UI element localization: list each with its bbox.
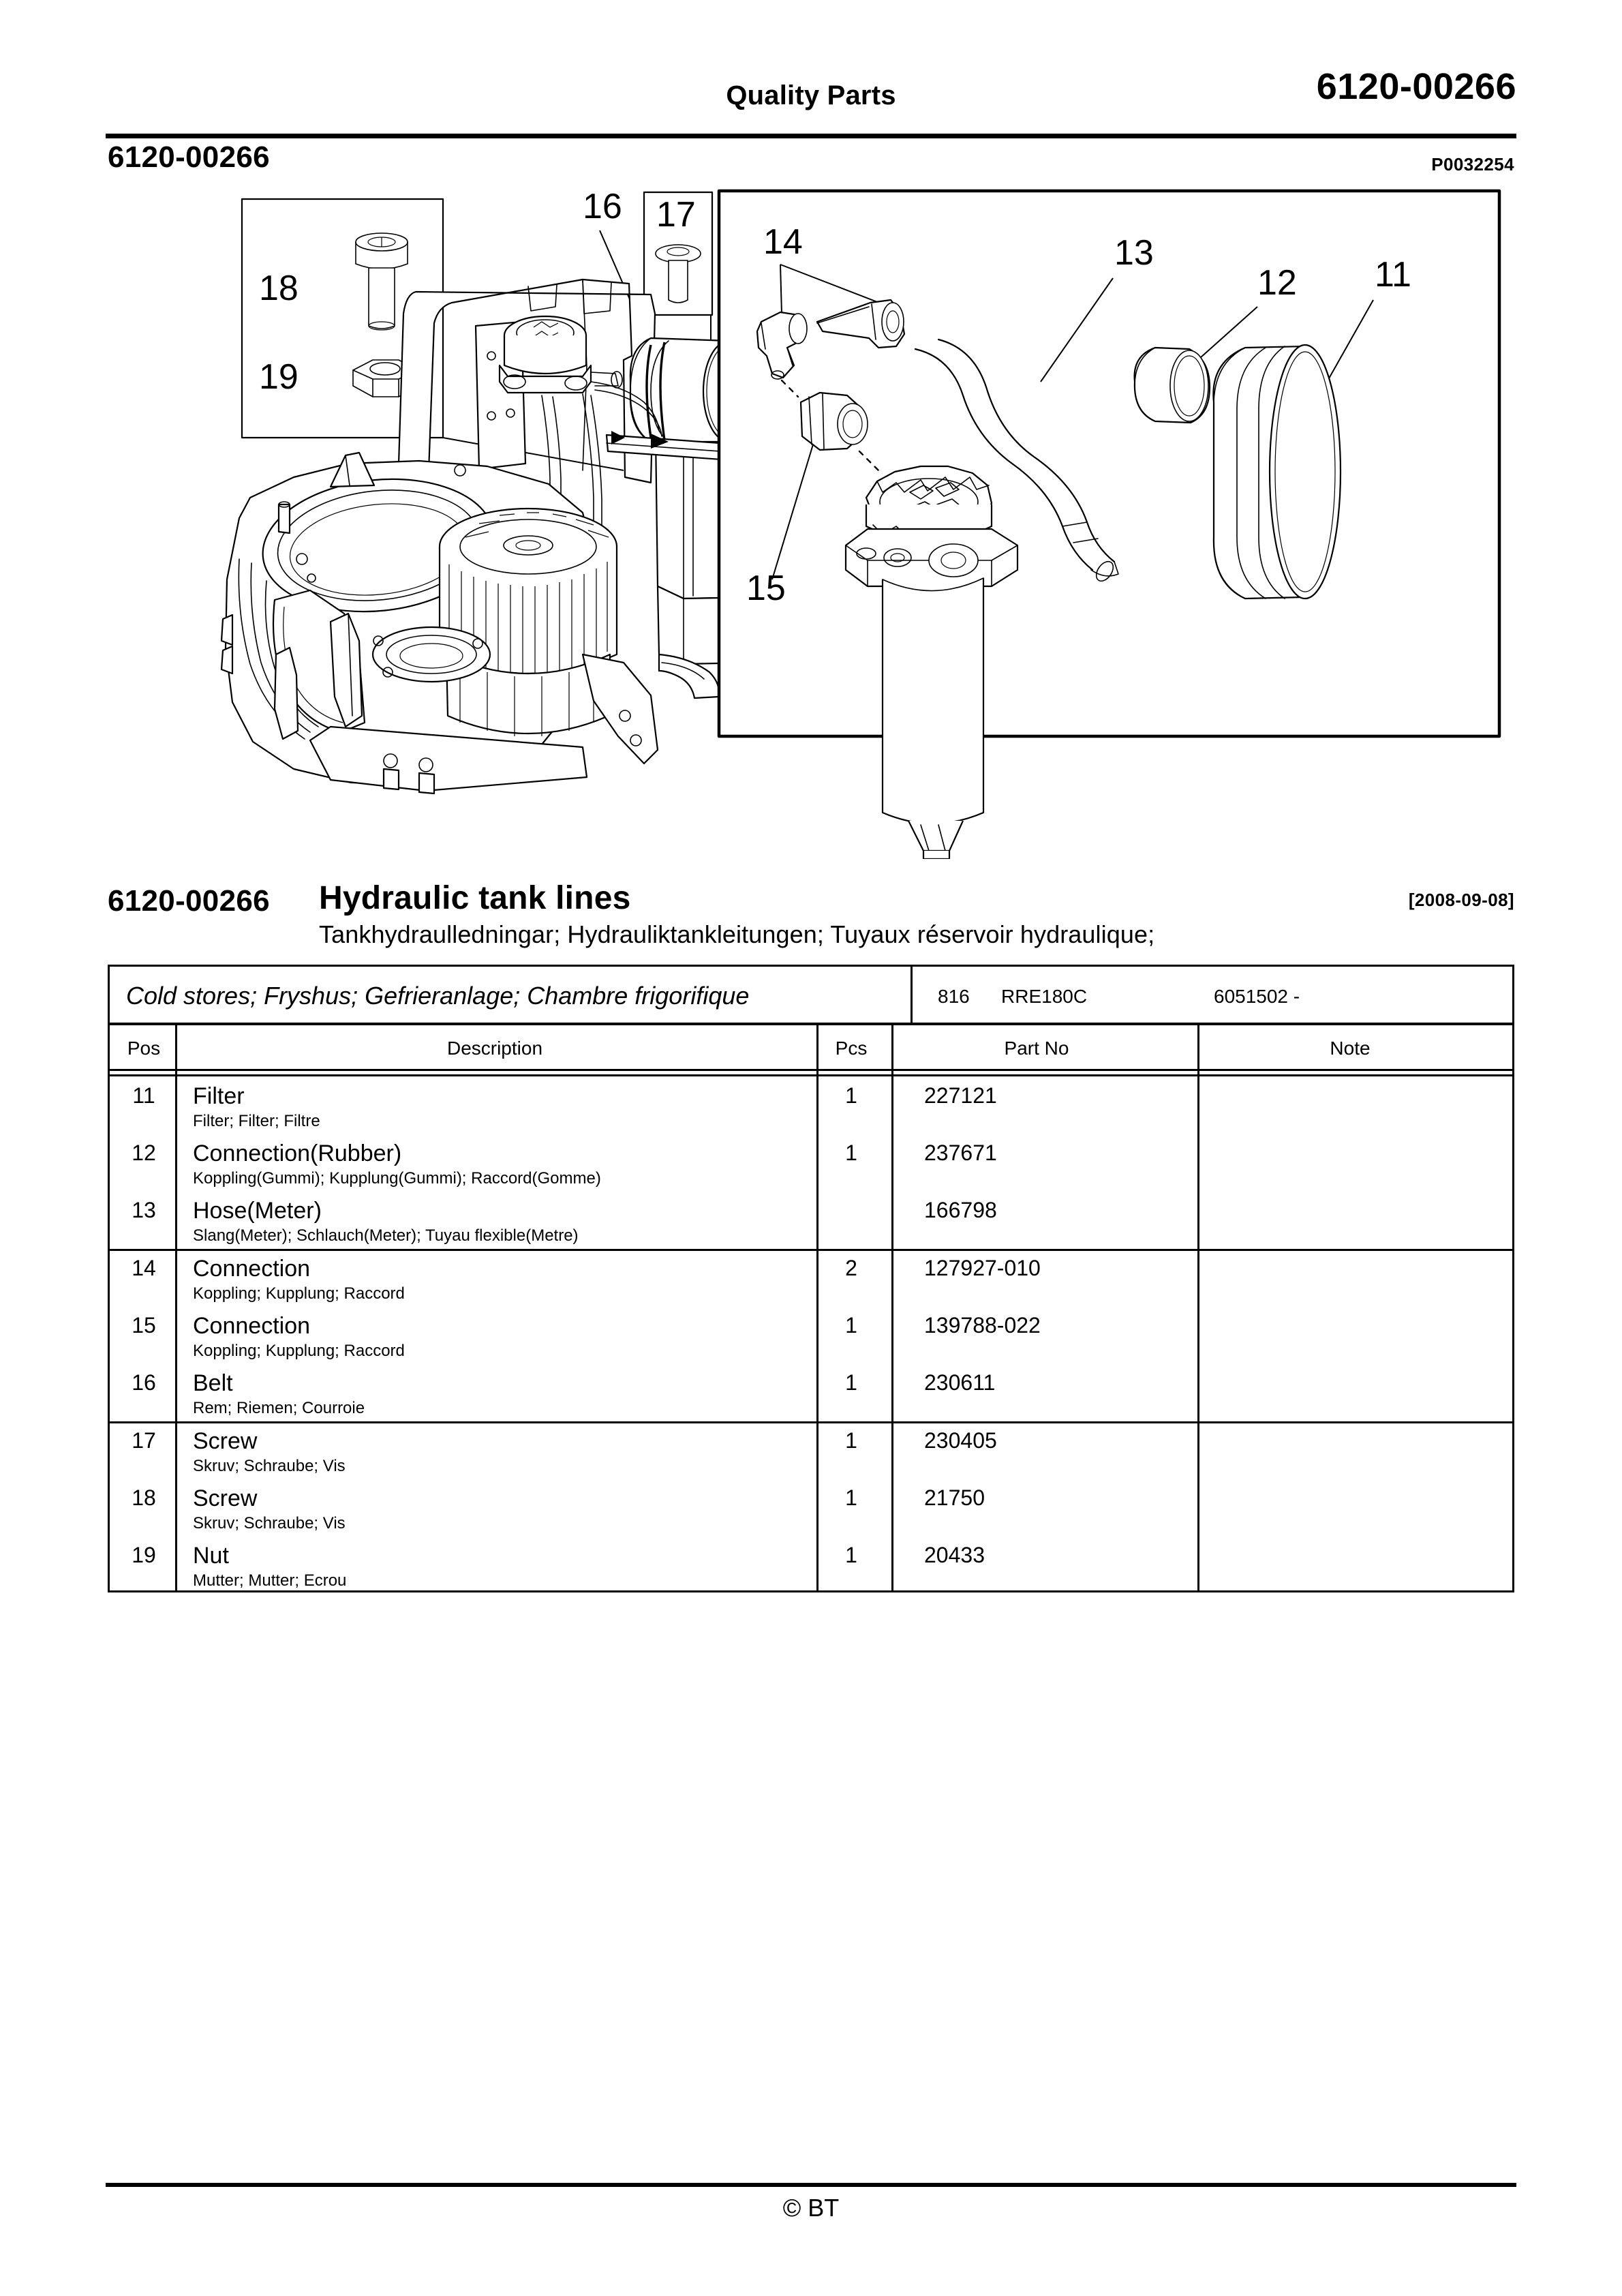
cell-part-no: 227121 (924, 1083, 997, 1108)
cell-description: Belt (193, 1370, 233, 1396)
callout-label-12: 12 (1257, 263, 1297, 303)
application-divider (911, 967, 913, 1024)
callout-label-11: 11 (1375, 255, 1411, 294)
cell-pos: 14 (132, 1256, 156, 1280)
cell-description-translations: Slang(Meter); Schlauch(Meter); Tuyau flexible(Metre) (193, 1226, 579, 1245)
col-header-part-no: Part No (1004, 1038, 1069, 1059)
serial-range: 6051502 - (1214, 986, 1300, 1007)
cell-part-no: 127927-010 (924, 1256, 1041, 1280)
detail-view-panel (719, 191, 1499, 859)
drawing-number: P0032254 (1431, 154, 1514, 175)
cell-description-translations: Koppling; Kupplung; Raccord (193, 1342, 405, 1360)
cell-part-no: 230611 (924, 1370, 996, 1395)
cell-description-translations: Rem; Riemen; Courroie (193, 1399, 365, 1417)
tank-top-valve (500, 316, 622, 393)
footer-copyright: © BT (782, 2194, 840, 2222)
application-row-divider (108, 1023, 1514, 1025)
page-subtitle: Tankhydraulledningar; Hydrauliktankleitungen; Tuyaux réservoir hydraulique; (319, 920, 1155, 948)
header-title: Quality Parts (726, 80, 896, 110)
cell-pos: 18 (132, 1485, 156, 1510)
parts-table-body (110, 1076, 1512, 1590)
rubber-connection-12 (1135, 348, 1210, 423)
col-header-pos: Pos (127, 1038, 161, 1059)
callout-label-16: 16 (583, 187, 622, 226)
filter-canister-11 (1213, 345, 1341, 599)
callout-label-19: 19 (259, 357, 299, 397)
hydraulic-motor (440, 509, 617, 736)
column-header-divider (108, 1069, 1514, 1071)
col-header-note: Note (1330, 1038, 1371, 1059)
callout-label-13: 13 (1114, 233, 1154, 273)
table-row[interactable] (110, 1479, 1512, 1537)
cell-pos: 11 (132, 1083, 155, 1108)
cell-pos: 12 (132, 1141, 156, 1165)
exploded-parts-diagram (106, 177, 1516, 859)
table-column-header (110, 1027, 1512, 1069)
cell-part-no: 237671 (924, 1141, 997, 1165)
table-row[interactable] (110, 1076, 1512, 1135)
cell-description: Connection (193, 1256, 311, 1282)
model-name: RRE180C (1001, 986, 1088, 1007)
application-text: Cold stores; Fryshus; Gefrieranlage; Chambre frigorifique (126, 982, 750, 1010)
table-row[interactable] (110, 1421, 1512, 1480)
cell-description: Connection(Rubber) (193, 1141, 402, 1166)
application-row (110, 967, 1512, 1024)
cell-pos: 16 (132, 1370, 156, 1395)
table-row[interactable] (110, 1134, 1512, 1192)
callout-label-14: 14 (763, 222, 803, 262)
callout-label-15: 15 (746, 569, 786, 608)
cell-description: Screw (193, 1485, 258, 1511)
group-separator (108, 1249, 1514, 1251)
cell-pcs: 1 (845, 1313, 857, 1338)
cell-part-no: 20433 (924, 1543, 985, 1567)
cell-description: Screw (193, 1428, 258, 1454)
cell-description-translations: Koppling(Gummi); Kupplung(Gummi); Raccord(Gomme) (193, 1169, 601, 1188)
col-header-pcs: Pcs (835, 1038, 868, 1059)
cell-pcs: 2 (845, 1256, 857, 1280)
cell-pos: 15 (132, 1313, 156, 1338)
cell-pos: 17 (132, 1428, 156, 1453)
header-part-code: 6120-00266 (1316, 66, 1516, 107)
cell-description-translations: Koppling; Kupplung; Raccord (193, 1284, 405, 1303)
cell-part-no: 21750 (924, 1485, 985, 1510)
page-title: Hydraulic tank lines (319, 880, 631, 916)
market-code: 816 (938, 986, 970, 1007)
cell-part-no: 139788-022 (924, 1313, 1041, 1338)
footer-divider (106, 2183, 1516, 2187)
subheader-code: 6120-00266 (108, 140, 270, 174)
group-separator (108, 1421, 1514, 1423)
callout-label-18: 18 (259, 269, 299, 308)
cell-pcs: 1 (845, 1485, 857, 1510)
table-row[interactable] (110, 1249, 1512, 1308)
cell-pcs: 1 (845, 1543, 857, 1567)
cell-pcs: 1 (845, 1428, 857, 1453)
cell-description: Nut (193, 1543, 229, 1569)
cell-description: Filter (193, 1083, 245, 1109)
cell-description-translations: Skruv; Schraube; Vis (193, 1514, 346, 1532)
cell-description-translations: Mutter; Mutter; Ecrou (193, 1571, 347, 1590)
cell-description-translations: Skruv; Schraube; Vis (193, 1457, 346, 1475)
cell-description: Connection (193, 1313, 311, 1339)
col-header-description: Description (446, 1038, 543, 1059)
cell-part-no: 230405 (924, 1428, 997, 1453)
revision-date: [2008-09-08] (1408, 890, 1514, 910)
table-row[interactable] (110, 1191, 1512, 1250)
cell-pcs: 1 (845, 1083, 857, 1108)
header-divider (106, 134, 1516, 138)
page-header (106, 66, 1516, 135)
cell-description: Hose(Meter) (193, 1198, 322, 1224)
table-row[interactable] (110, 1306, 1512, 1365)
section-code: 6120-00266 (108, 884, 270, 918)
cell-pcs: 1 (845, 1141, 857, 1165)
callout-label-17: 17 (656, 195, 696, 235)
table-row[interactable] (110, 1363, 1512, 1422)
cell-pos: 19 (132, 1543, 156, 1567)
cell-pos: 13 (132, 1198, 156, 1222)
cell-part-no: 166798 (924, 1198, 997, 1222)
cell-description-translations: Filter; Filter; Filtre (193, 1112, 320, 1130)
table-row[interactable] (110, 1536, 1512, 1595)
cell-pcs: 1 (845, 1370, 857, 1395)
